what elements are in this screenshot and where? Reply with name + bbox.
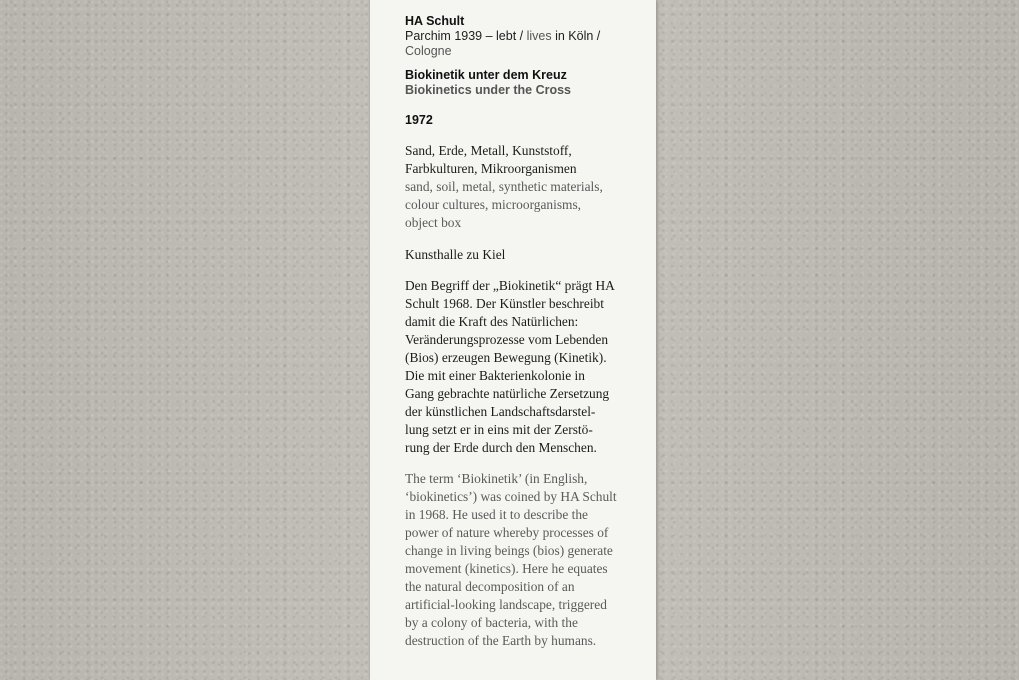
description-de-line: Den Begriff der „Biokinetik“ prägt HA xyxy=(405,278,615,293)
description-en xyxy=(405,470,636,650)
description-en-line: artificial-looking landscape, triggered xyxy=(405,597,607,612)
artist-bio-lives-en: lives xyxy=(526,29,552,43)
artwork-title-en: Biokinetics under the Cross xyxy=(405,83,572,97)
materials-en-line: colour cultures, microorganisms, xyxy=(405,197,582,212)
description-en-line: movement (kinetics). Here he equates xyxy=(405,561,608,576)
description-en-line: change in living beings (bios) generate xyxy=(405,543,613,558)
description-en-line: the natural decomposition of an xyxy=(405,579,575,594)
description-de-line: lung setzt er in eins mit der Zerstö- xyxy=(405,422,593,437)
artist-bio xyxy=(405,29,636,59)
description-en-line: by a colony of bacteria, with the xyxy=(405,615,578,630)
materials-en-line: sand, soil, metal, synthetic materials, xyxy=(405,179,603,194)
museum-label-card xyxy=(370,0,656,680)
artist-bio-prefix: Parchim 1939 – lebt / xyxy=(405,29,527,43)
description-de-line: damit die Kraft des Natürlichen: xyxy=(405,314,579,329)
description-en-line: destruction of the Earth by humans. xyxy=(405,633,597,648)
description-de-line: (Bios) erzeugen Bewegung (Kinetik). xyxy=(405,350,607,365)
description-de-line: rung der Erde durch den Menschen. xyxy=(405,440,597,455)
materials-de-line: Farbkulturen, Mikroorganismen xyxy=(405,161,577,176)
artist-bio-in: in Köln / xyxy=(551,29,601,43)
materials-en xyxy=(405,178,636,232)
description-en-line: power of nature whereby processes of xyxy=(405,525,609,540)
artist-name: HA Schult xyxy=(405,14,465,28)
artwork-year: 1972 xyxy=(405,113,433,127)
materials-de-line: Sand, Erde, Metall, Kunststoff, xyxy=(405,143,572,158)
description-de-line: Schult 1968. Der Künstler beschreibt xyxy=(405,296,604,311)
artwork-title-de: Biokinetik unter dem Kreuz xyxy=(405,68,567,82)
artist-bio-city-en: Cologne xyxy=(405,44,452,58)
materials-de xyxy=(405,142,636,178)
materials-en-line: object box xyxy=(405,215,462,230)
description-de-line: Die mit einer Bakterienkolonie in xyxy=(405,368,585,383)
description-de-line: der künstlichen Landschaftsdarstel- xyxy=(405,404,596,419)
description-en-line: The term ‘Biokinetik’ (in English, xyxy=(405,471,588,486)
description-de-line: Gang gebrachte natürliche Zersetzung xyxy=(405,386,610,401)
description-de-line: Veränderungsprozesse vom Lebenden xyxy=(405,332,609,347)
description-de xyxy=(405,277,636,457)
collection: Kunsthalle zu Kiel xyxy=(405,247,506,262)
description-en-line: ‘biokinetics’) was coined by HA Schult xyxy=(405,489,617,504)
description-en-line: in 1968. He used it to describe the xyxy=(405,507,588,522)
